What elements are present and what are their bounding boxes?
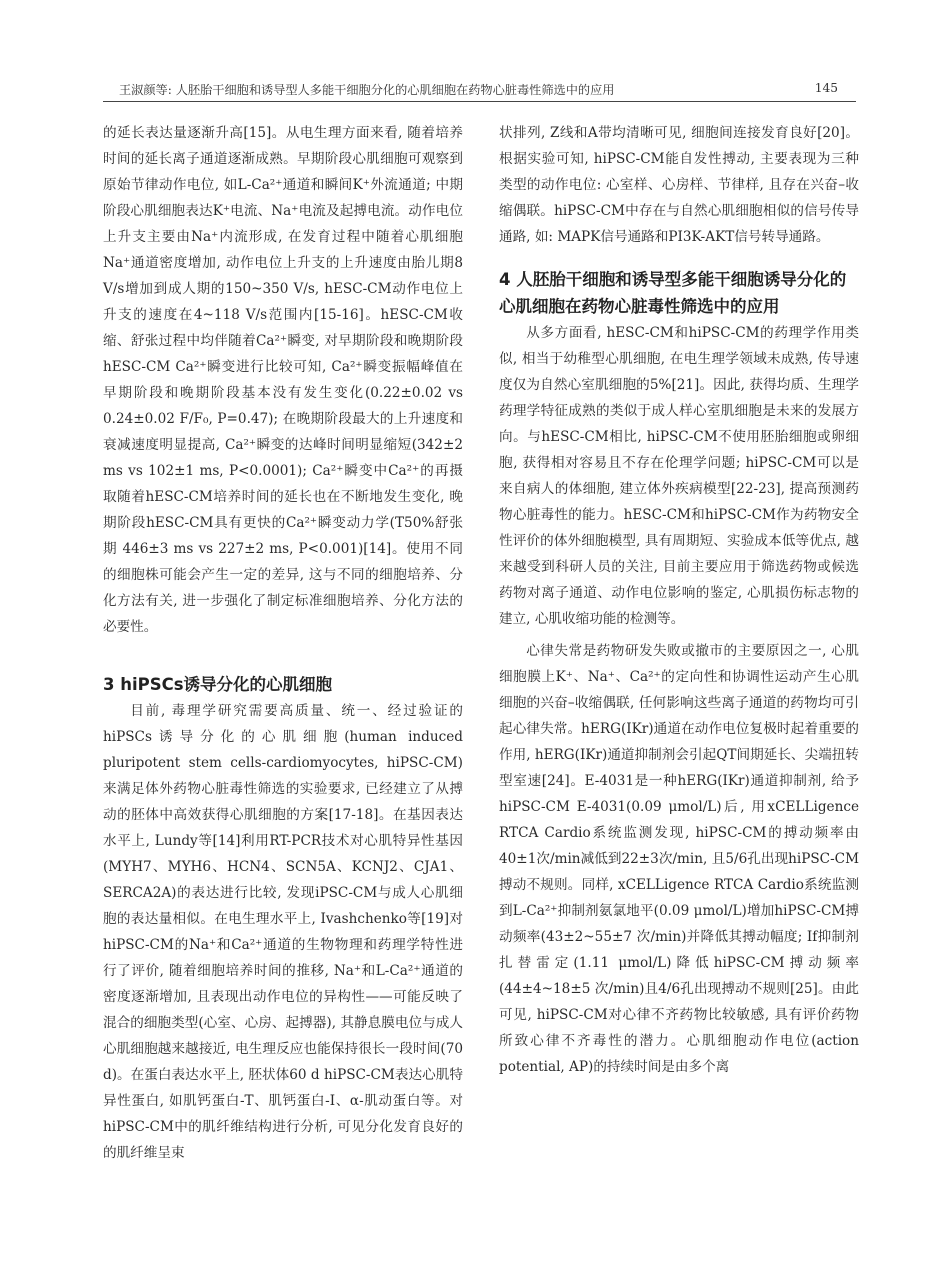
section-heading-3: 3 hiPSCs诱导分化的心肌细胞 [103,675,333,694]
paragraph-hipsc-structure: 状排列, Z线和A带均清晰可见, 细胞间连接发育良好[20]。根据实验可知, hiPSC-CM能自发性搏动, 主要表现为三种类型的动作电位: 心室样、心房样、节律样, 且存在兴奋–收缩偶联。hiPSC-CM中存在与自然心肌细胞相似的信号传导通路, 如: MAPK信号通路和PI3K-AKT信号转导通路。 [499,125,859,245]
right-column [499,120,859,1080]
left-column [103,120,463,1166]
paragraph-ion-channel-maturation: 的延长表达量逐渐升高[15]。从电生理方面来看, 随着培养时间的延长离子通道逐渐成熟。早期阶段心肌细胞可观察到原始节律动作电位, 如L-Ca²⁺通道和瞬间K⁺外流通道; 中期阶段心肌细胞表达K⁺电流、Na⁺电流及起搏电流。动作电位上升支主要由Na⁺内流形成, 在发育过程中随着心肌细胞Na⁺通道密度增加, 动作电位上升支的上升速度由胎儿期8 V/s增加到成人期的150~350 V/s, hESC-CM动作电位上升支的速度在4~118 V/s范围内[15-16]。hESC-CM收缩、舒张过程中均伴随着Ca²⁺瞬变, 对早期阶段和晚期阶段hESC-CM Ca²⁺瞬变进行比较可知, Ca²⁺瞬变振幅峰值在早期阶段和晚期阶段基本没有发生变化(0.22±0.02 vs 0.24±0.02 F/F₀, P=0.47); 在晚期阶段最大的上升速度和衰减速度明显提高, Ca²⁺瞬变的达峰时间明显缩短(342±2 ms vs 102±1 ms, P<0.0001); Ca²⁺瞬变中Ca²⁺的再摄取随着hESC-CM培养时间的延长也在不断地发生变化, 晚期阶段hESC-CM具有更快的Ca²⁺瞬变动力学(T50%舒张期 446±3 ms vs 227±2 ms, P<0.001)[14]。使用不同的细胞株可能会产生一定的差异, 这与不同的细胞培养、分化方法有关, 进一步强化了制定标准细胞培养、分化方法的必要性。 [103,125,463,635]
paragraph-hipsc-cm: 目前, 毒理学研究需要高质量、统一、经过验证的hiPSCs诱导分化的心肌细胞(human induced pluripotent stem cells-cardiomyocytes, hiPSC-CM)来满足体外药物心脏毒性筛选的实验要求, 已经建立了从搏动的胚体中高效获得心肌细胞的方案[17-18]。在基因表达水平上, Lundy等[14]利用RT-PCR技术对心肌特异性基因(MYH7、MYH6、HCN4、SCN5A、KCNJ2、CJA1、SERCA2A)的表达进行比较, 发现iPSC-CM与成人心肌细胞的表达量相似。在电生理水平上, Ivashchenko等[19]对hiPSC-CM的Na⁺和Ca²⁺通道的生物物理和药理学特性进行了评价, 随着细胞培养时间的推移, Na⁺和L-Ca²⁺通道的密度逐渐增加, 且表现出动作电位的异构性——可能反映了混合的细胞类型(心室、心房、起搏器), 其静息膜电位与成人心肌细胞越来越接近, 电生理反应也能保持很长一段时间(70 d)。在蛋白表达水平上, 胚状体60 d hiPSC-CM表达心肌特异性蛋白, 如肌钙蛋白-T、肌钙蛋白-I、α-肌动蛋白等。对hiPSC-CM中的肌纤维结构进行分析, 可见分化发育良好的的肌纤维呈束 [103,703,463,1161]
page-number: 145 [814,81,838,95]
running-header [103,81,856,102]
paragraph-applications: 从多方面看, hESC-CM和hiPSC-CM的药理学作用类似, 相当于幼稚型心肌细胞, 在电生理学领域未成熟, 传导速度仅为自然心室肌细胞的5%[21]。因此, 获得均质、生理学药理学特征成熟的类似于成人样心室肌细胞是未来的发展方向。与hESC-CM相比, hiPSC-CM不使用胚胎细胞或卵细胞, 获得相对容易且不存在伦理学问题; hiPSC-CM可以是来自病人的体细胞, 建立体外疾病模型[22-23], 提高预测药物心脏毒性的能力。hESC-CM和hiPSC-CM作为药物安全性评价的体外细胞模型, 具有周期短、实验成本低等优点, 越来越受到科研人员的关注, 目前主要应用于筛选药物或候选药物对离子通道、动作电位影响的鉴定, 心肌损伤标志物的建立, 心肌收缩功能的检测等。 [499,325,859,627]
running-title: 王淑颜等: 人胚胎干细胞和诱导型人多能干细胞分化的心肌细胞在药物心脏毒性筛选中的应用 [119,83,615,97]
section-heading-4: 4 人胚胎干细胞和诱导型多能干细胞诱导分化的心肌细胞在药物心脏毒性筛选中的应用 [499,270,847,316]
paragraph-arrhythmia: 心律失常是药物研发失败或撤市的主要原因之一, 心肌细胞膜上K⁺、Na⁺、Ca²⁺的定向性和协调性运动产生心肌细胞的兴奋–收缩偶联, 任何影响这些离子通道的药物均可引起心律失常。hERG(IKr)通道在动作电位复极时起着重要的作用, hERG(IKr)通道抑制剂会引起QT间期延长、尖端扭转型室速[24]。E-4031是一种hERG(IKr)通道抑制剂, 给予hiPSC-CM E-4031(0.09 μmol/L)后, 用xCELLigence RTCA Cardio系统监测发现, hiPSC-CM的搏动频率由40±1次/min减低到22±3次/min, 且5/6孔出现hiPSC-CM搏动不规则。同样, xCELLigence RTCA Cardio系统监测到L-Ca²⁺抑制剂氨氯地平(0.09 μmol/L)增加hiPSC-CM搏动频率(43±2~55±7 次/min)并降低其搏动幅度; If抑制剂扎替雷定(1.11 μmol/L)降低hiPSC-CM搏动频率(44±4~18±5 次/min)且4/6孔出现搏动不规则[25]。由此可见, hiPSC-CM对心律不齐药物比较敏感, 具有评价药物所致心律不齐毒性的潜力。心肌细胞动作电位(action potential, AP)的持续时间是由多个离 [499,643,859,1075]
